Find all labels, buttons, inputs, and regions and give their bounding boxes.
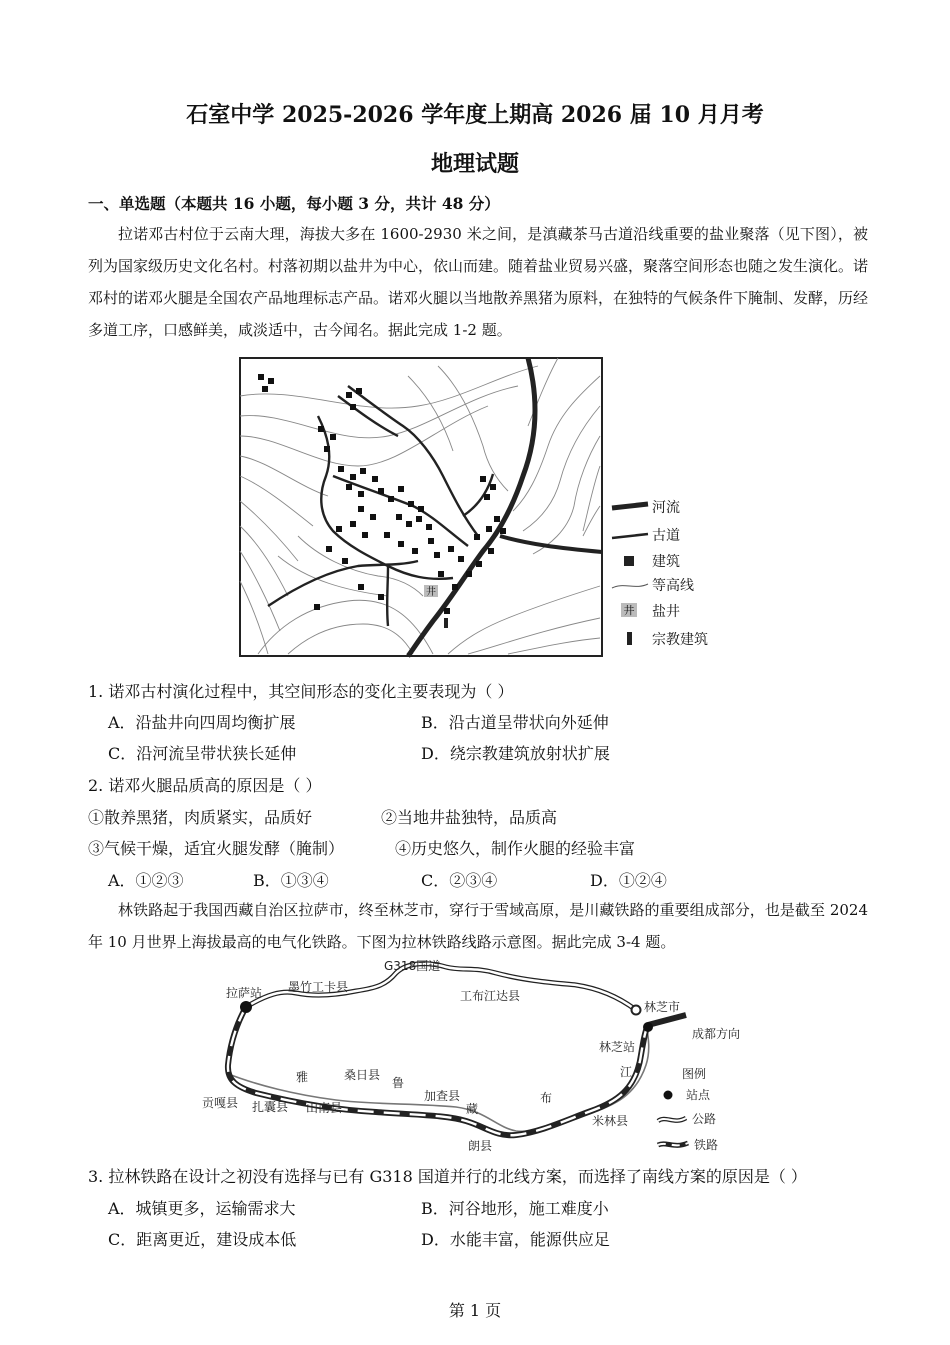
building-marker — [356, 388, 362, 394]
building-marker — [476, 561, 482, 567]
legend-well: 盐井 — [652, 604, 680, 620]
well-icon-char: 井 — [623, 604, 635, 617]
building-marker — [324, 446, 330, 452]
building-marker — [388, 496, 394, 502]
building-marker — [372, 476, 378, 482]
label-linzhi-station: 林芝站 — [599, 1040, 636, 1054]
q2-statement-4: ④历史悠久，制作火腿的经验丰富 — [395, 839, 636, 858]
label-jiang: 江 — [620, 1065, 633, 1079]
building-marker — [488, 548, 494, 554]
label-gongbu: 工布江达县 — [460, 989, 521, 1003]
q1-option-c[interactable]: C．沿河流呈带状狭长延伸 — [108, 744, 297, 763]
q2-option-d[interactable]: D．①②④ — [590, 871, 667, 890]
building-marker — [346, 484, 352, 490]
q2-option-b[interactable]: B．①③④ — [253, 871, 329, 890]
label-langxian: 朗县 — [468, 1139, 493, 1153]
lalin-railway-map — [196, 955, 766, 1160]
building-icon — [624, 556, 634, 566]
building-marker — [428, 538, 434, 544]
linzhi-station-dot — [643, 1022, 653, 1032]
label-jiacha: 加查县 — [424, 1089, 461, 1103]
building-marker — [262, 386, 268, 392]
building-marker — [350, 404, 356, 410]
building-marker — [398, 486, 404, 492]
building-marker — [358, 491, 364, 497]
building-marker — [360, 468, 366, 474]
station-icon — [664, 1091, 673, 1100]
building-marker — [490, 484, 496, 490]
temple — [444, 618, 448, 628]
building-marker — [434, 552, 440, 558]
building-marker — [370, 514, 376, 520]
label-zang: 藏 — [466, 1102, 479, 1116]
temple-icon — [627, 632, 632, 645]
building-marker — [480, 476, 486, 482]
building-marker — [362, 532, 368, 538]
building-marker — [398, 541, 404, 547]
building-marker — [486, 526, 492, 532]
section-heading: 一、单选题（本题共 16 小题，每小题 3 分，共计 48 分） — [88, 194, 500, 213]
q2-statement-1: ①散养黑猪，肉质紧实，品质好 — [88, 808, 313, 827]
label-sangri: 桑日县 — [344, 1068, 381, 1082]
linzhi-city-dot — [632, 1006, 641, 1015]
q1-option-a[interactable]: A．沿盐井向四周均衡扩展 — [108, 713, 296, 732]
building-marker — [338, 466, 344, 472]
building-marker — [350, 521, 356, 527]
q3-option-c[interactable]: C．距离更近，建设成本低 — [108, 1230, 297, 1249]
legend2-highway: 公路 — [692, 1112, 717, 1126]
building-marker — [358, 506, 364, 512]
label-chengdu: 成都方向 — [692, 1027, 741, 1041]
building-marker — [378, 488, 384, 494]
building-marker — [452, 584, 458, 590]
road-icon — [612, 534, 648, 538]
building-marker — [418, 506, 424, 512]
building-marker — [412, 548, 418, 554]
q2-stem: 2. 诺邓火腿品质高的原因是（ ） — [88, 776, 322, 795]
building-marker — [384, 532, 390, 538]
map1-legend — [612, 499, 708, 648]
label-ya: 雅 — [296, 1070, 309, 1084]
label-bu: 布 — [540, 1091, 553, 1105]
legend-temple: 宗教建筑 — [652, 632, 708, 648]
q1-stem: 1. 诺邓古村演化过程中，其空间形态的变化主要表现为（ ） — [88, 682, 514, 701]
building-marker — [258, 374, 264, 380]
building-marker — [396, 514, 402, 520]
passage-2 — [88, 894, 868, 958]
label-lasa: 拉萨站 — [226, 986, 263, 1000]
map2-legend — [658, 1066, 718, 1152]
river-icon — [612, 504, 648, 508]
building-marker — [336, 526, 342, 532]
passage-1-text: 拉诺邓古村位于云南大理，海拔大多在 1600-2930 米之间，是滇藏茶马古道沿线重要的盐业聚落（见下图），被列为国家级历史文化名村。村落初期以盐井为中心，依山而建。随着盐业贸易兴盛，聚落空间形态也随之发生演化。诺邓村的诺邓火腿是全国农产品地理标志产品。诺邓火腿以当地散养黑猪为原料，在独特的气候条件下腌制、发酵，历经多道工序，口感鲜美，咸淡适中，古今闻名。据此完成 1-2 题。 — [88, 225, 869, 339]
exam-subtitle: 地理试题 — [430, 151, 519, 177]
building-marker — [326, 546, 332, 552]
legend2-railway: 铁路 — [694, 1138, 719, 1152]
building-marker — [444, 608, 450, 614]
building-marker — [494, 516, 500, 522]
q3-option-b[interactable]: B．河谷地形，施工难度小 — [421, 1199, 609, 1218]
legend-river: 河流 — [652, 500, 680, 516]
q2-option-a[interactable]: A．①②③ — [108, 871, 184, 890]
building-marker — [426, 524, 432, 530]
building-marker — [342, 558, 348, 564]
building-marker — [378, 594, 384, 600]
building-marker — [466, 571, 472, 577]
contour-icon — [612, 584, 648, 588]
building-marker — [330, 434, 336, 440]
building-marker — [438, 571, 444, 577]
building-marker — [448, 546, 454, 552]
building-marker — [318, 426, 324, 432]
building-marker — [500, 528, 506, 534]
legend-building: 建筑 — [652, 554, 680, 570]
label-g318: G318国道 — [384, 959, 441, 973]
q3-stem: 3. 拉林铁路在设计之初没有选择与已有 G318 国道并行的北线方案，而选择了南线方案的原因是（ ） — [88, 1167, 807, 1186]
legend2-station: 站点 — [686, 1088, 711, 1102]
q1-option-d[interactable]: D．绕宗教建筑放射状扩展 — [421, 744, 610, 763]
building-marker — [350, 474, 356, 480]
page-number: 第 1 页 — [448, 1301, 502, 1320]
building-marker — [358, 584, 364, 590]
building-marker — [484, 494, 490, 500]
passage-1 — [88, 218, 868, 346]
q3-option-a[interactable]: A．城镇更多，运输需求大 — [108, 1199, 296, 1218]
label-linzhi-city: 林芝市 — [644, 1000, 681, 1014]
label-gongga: 贡嘎县 — [202, 1096, 239, 1110]
salt-well-char: 井 — [426, 587, 436, 598]
building-marker — [346, 392, 352, 398]
q2-statement-2: ②当地井盐独特，品质高 — [381, 808, 558, 827]
building-marker — [268, 378, 274, 384]
building-marker — [416, 516, 422, 522]
q2-statement-3: ③气候干燥，适宜火腿发酵（腌制） — [88, 839, 345, 858]
nuodeng-village-map — [238, 356, 738, 662]
building-marker — [458, 556, 464, 562]
legend-road: 古道 — [652, 528, 680, 544]
label-mozhu: 墨竹工卡县 — [288, 980, 349, 994]
exam-title: 石室中学 2025-2026 学年度上期高 2026 届 10 月月考 — [186, 102, 764, 128]
passage-2-text: 林铁路起于我国西藏自治区拉萨市，终至林芝市，穿行于雪域高原，是川藏铁路的重要组成部分，也是截至 2024 年 10 月世界上海拔最高的电气化铁路。下图为拉林铁路线路示意图。据此完成 3-4 题。 — [88, 901, 868, 951]
building-marker — [406, 521, 412, 527]
q3-option-d[interactable]: D．水能丰富，能源供应足 — [421, 1230, 610, 1249]
building-marker — [314, 604, 320, 610]
building-marker — [474, 534, 480, 540]
q2-option-c[interactable]: C．②③④ — [421, 871, 498, 890]
label-lu: 鲁 — [392, 1076, 405, 1090]
legend2-title: 图例 — [682, 1067, 707, 1081]
building-marker — [408, 501, 414, 507]
legend-contour: 等高线 — [652, 578, 694, 594]
q1-option-b[interactable]: B．沿古道呈带状向外延伸 — [421, 713, 609, 732]
lasa-station-dot — [240, 1001, 252, 1013]
label-shannan: 山南县 — [306, 1101, 343, 1115]
label-milin: 米林县 — [592, 1114, 629, 1128]
label-zhanang: 扎囊县 — [252, 1100, 289, 1114]
